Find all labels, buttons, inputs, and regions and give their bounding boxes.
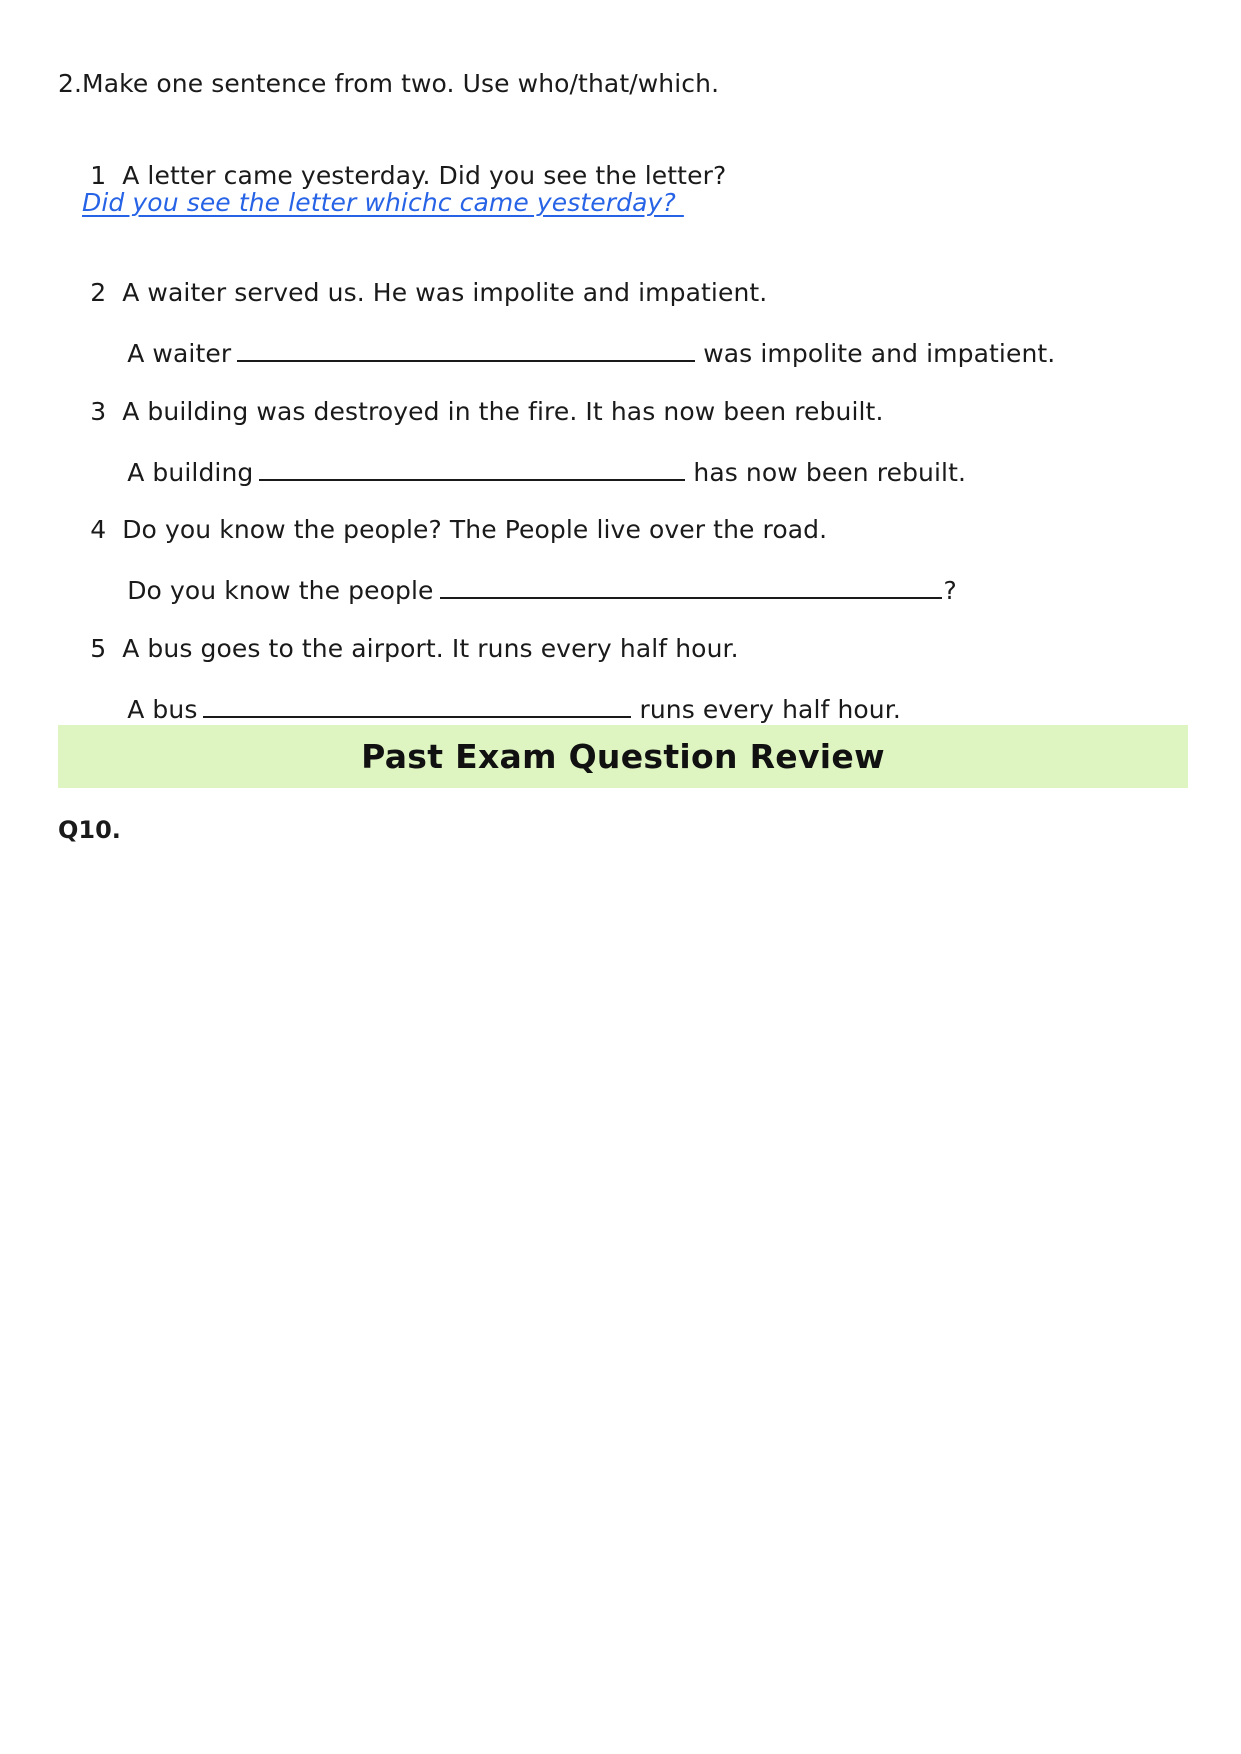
answer-blank[interactable] [237, 336, 695, 362]
item-number: 2 [90, 278, 107, 307]
answer-start: A waiter [127, 339, 232, 368]
answer-end: runs every half hour. [639, 695, 901, 724]
answer-end: ? [943, 576, 957, 605]
item-prompt: Do you know the people? The People live over the road. [122, 515, 828, 544]
answer-blank[interactable] [203, 692, 631, 718]
item-prompt: A letter came yesterday. Did you see the letter? [122, 161, 727, 190]
item-prompt: A bus goes to the airport. It runs every half hour. [122, 634, 739, 663]
answer-start: Do you know the people [127, 576, 434, 605]
answer-blank[interactable] [259, 455, 685, 481]
answer-end: was impolite and impatient. [703, 339, 1056, 368]
item-number: 3 [90, 397, 107, 426]
item-number: 5 [90, 634, 107, 663]
answer-start: A building [127, 458, 254, 487]
item-prompt: A waiter served us. He was impolite and impatient. [122, 278, 768, 307]
section-title: Past Exam Question Review [361, 737, 885, 776]
item-number: 1 [90, 161, 107, 190]
exercise-instruction: 2.Make one sentence from two. Use who/that/which. [58, 69, 720, 98]
answer-start: A bus [127, 695, 198, 724]
example-answer-link[interactable]: Did you see the letter whichc came yesterday? [82, 188, 684, 217]
question-label: Q10. [58, 816, 121, 844]
section-banner [58, 725, 1188, 788]
item-prompt: A building was destroyed in the fire. It has now been rebuilt. [122, 397, 884, 426]
answer-blank[interactable] [440, 573, 942, 599]
item-number: 4 [90, 515, 107, 544]
answer-end: has now been rebuilt. [693, 458, 967, 487]
